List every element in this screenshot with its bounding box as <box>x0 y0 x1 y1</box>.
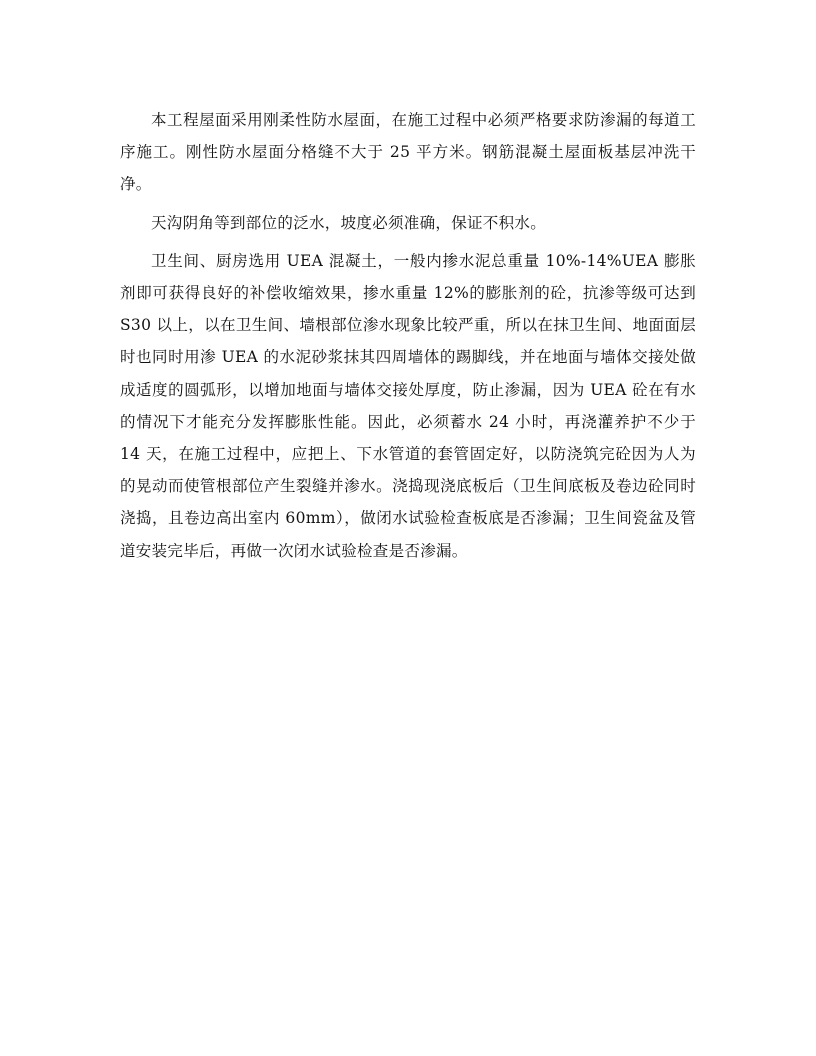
paragraph-gutter-flashing: 天沟阴角等到部位的泛水，坡度必须准确，保证不积水。 <box>151 213 547 232</box>
document-page <box>120 104 696 567</box>
paragraph-bathroom-kitchen-uea: 卫生间、厨房选用 UEA 混凝土，一般内掺水泥总重量 10%-14%UEA 膨胀剂即可获得良好的补偿收缩效果，掺水重量 12%的膨胀剂的砼，抗渗等级可达到 S30 以上，以在卫生间、墙根部位渗水现象比较严重，所以在抹卫生间、地面面层时也同时用渗 UEA 的水泥砂浆抹其四周墙体的踢脚线，并在地面与墙体交接处做成适度的圆弧形，以增加地面与墙体交接处厚度，防止渗漏，因为 UEA 砼在有水的情况下才能充分发挥膨胀性能。因此，必须蓄水 24 小时，再浇灌养护不少于 14 天，在施工过程中，应把上、下水管道的套管固定好，以防浇筑完砼因为人为的晃动而使管根部位产生裂缝并渗水。浇捣现浇底板后（卫生间底板及卷边砼同时浇捣，且卷边高出室内 60mm），做闭水试验检查板底是否渗漏；卫生间瓷盆及管道安装完毕后，再做一次闭水试验检查是否渗漏。 <box>120 251 696 560</box>
paragraph-roof-waterproofing: 本工程屋面采用刚柔性防水屋面，在施工过程中必须严格要求防渗漏的每道工序施工。刚性防水屋面分格缝不大于 25 平方米。钢筋混凝土屋面板基层冲洗干净。 <box>120 111 696 194</box>
